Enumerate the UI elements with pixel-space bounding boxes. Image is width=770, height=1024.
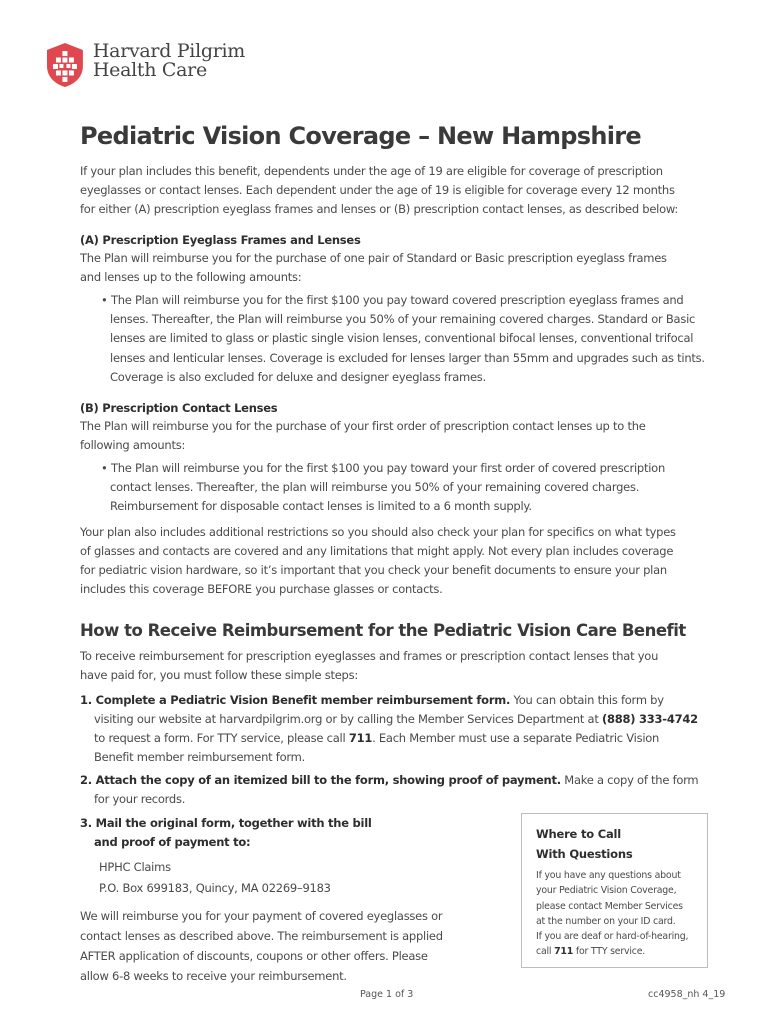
closing-line: contact lenses as described above. The reimbursement is applied	[80, 929, 443, 943]
bullet-line: lenses. Thereafter, the Plan will reimburse you 50% of your remaining covered charges. Standard or Basic	[110, 312, 696, 327]
restrictions-line: for pediatric vision hardware, so it’s important that you check your benefit documents to ensure your plan	[80, 563, 667, 577]
step-1-text: to request a form. For TTY service, please call	[94, 731, 349, 745]
intro-line: If your plan includes this benefit, dependents under the age of 19 are eligible for coverage of prescription	[80, 164, 663, 178]
callout-title: Where to Call	[536, 827, 622, 841]
step-2-text: Make a copy of the form	[560, 773, 699, 787]
harvard-pilgrim-logo	[45, 42, 245, 90]
logo-wordmark	[93, 42, 245, 80]
callout-tty-number: 711	[554, 946, 574, 958]
step-1-line	[80, 691, 700, 710]
step-1-line: Benefit member reimbursement form.	[94, 750, 306, 764]
page-number: Page 1 of 3	[360, 989, 414, 1000]
step-1	[80, 691, 700, 767]
callout-title: With Questions	[536, 847, 633, 861]
section-a-bullet	[101, 291, 711, 387]
step-2-line: for your records.	[94, 792, 186, 806]
restrictions-line: includes this coverage BEFORE you purchase glasses or contacts.	[80, 582, 443, 596]
bullet-line: • The Plan will reimburse you for the first $100 you pay toward your first order of covered prescription	[101, 461, 666, 475]
how-to-intro	[80, 647, 700, 685]
section-a-line: and lenses up to the following amounts:	[80, 270, 302, 284]
intro-line: for either (A) prescription eyeglass frames and lenses or (B) prescription contact lenses, as described below:	[80, 202, 679, 216]
section-a-line: The Plan will reimburse you for the purchase of one pair of Standard or Basic prescription eyeglass frames	[80, 251, 667, 265]
where-to-call-box	[521, 813, 708, 968]
section-b-line: following amounts:	[80, 438, 186, 452]
section-b-text	[80, 417, 700, 455]
closing-paragraph	[80, 906, 460, 986]
callout-line: your Pediatric Vision Coverage,	[536, 885, 677, 897]
bullet-line: Coverage is also excluded for deluxe and designer eyeglass frames.	[110, 369, 486, 384]
callout-line	[536, 944, 707, 959]
section-a-heading: (A) Prescription Eyeglass Frames and Lenses	[80, 233, 361, 247]
tty-number: 711	[348, 731, 373, 745]
bullet-line: Reimbursement for disposable contact lenses is limited to a 6 month supply.	[110, 499, 532, 514]
step-1-line	[80, 710, 700, 729]
address-line: P.O. Box 699183, Quincy, MA 02269–9183	[99, 881, 331, 895]
callout-text: call	[536, 946, 555, 958]
intro-line: eyeglasses or contact lenses. Each dependent under the age of 19 is eligible for coverage every 12 months	[80, 183, 675, 197]
page-title: Pediatric Vision Coverage – New Hampshire	[80, 122, 641, 150]
intro-paragraph	[80, 162, 700, 219]
callout-line: please contact Member Services	[536, 900, 683, 912]
closing-line: AFTER application of discounts, coupons or other offers. Please	[80, 949, 428, 963]
callout-line: If you are deaf or hard-of-hearing,	[536, 931, 689, 943]
bullet-line: contact lenses. Thereafter, the plan will reimburse you 50% of your remaining covered charges.	[110, 480, 640, 495]
callout-line: at the number on your ID card.	[536, 915, 676, 927]
callout-text: for TTY service.	[573, 946, 646, 958]
step-1-title: 1. Complete a Pediatric Vision Benefit member reimbursement form.	[80, 693, 511, 707]
bullet-line: lenses are limited to glass or plastic single vision lenses, conventional bifocal lenses, conventional trifocal	[110, 331, 694, 346]
section-a-text	[80, 249, 700, 287]
restrictions-line: Your plan also includes additional restrictions so you should also check your plan for specifics on what types	[80, 525, 676, 539]
step-1-text: You can obtain this form by	[510, 693, 664, 707]
step-3-line: 3. Mail the original form, together with the bill	[80, 816, 372, 830]
address-line: HPHC Claims	[99, 860, 171, 874]
harvard-pilgrim-shield-icon	[45, 42, 85, 88]
member-services-phone: (888) 333-4742	[602, 712, 698, 726]
restrictions-line: of glasses and contacts are covered and any limitations that might apply. Not every plan includes coverage	[80, 544, 674, 558]
step-1-text: . Each Member must use a separate Pediatric Vision	[372, 731, 660, 745]
callout-body	[536, 868, 707, 960]
step-1-text: visiting our website at harvardpilgrim.org or by calling the Member Services Department at	[94, 712, 603, 726]
section-b-bullet	[101, 459, 711, 517]
step-2-line	[80, 771, 700, 790]
how-to-heading: How to Receive Reimbursement for the Pediatric Vision Care Benefit	[80, 621, 686, 640]
section-b-heading: (B) Prescription Contact Lenses	[80, 401, 278, 415]
document-code: cc4958_nh 4_19	[648, 989, 726, 1000]
callout-line: If you have any questions about	[536, 870, 681, 881]
step-3-line: and proof of payment to:	[94, 835, 251, 849]
how-to-intro-line: have paid for, you must follow these simple steps:	[80, 668, 358, 682]
closing-line: allow 6-8 weeks to receive your reimbursement.	[80, 969, 347, 983]
bullet-line: • The Plan will reimburse you for the first $100 you pay toward covered prescription eyeglass frames and	[101, 293, 684, 307]
logo-line-2: Health Care	[92, 59, 207, 81]
step-1-line	[80, 729, 700, 748]
how-to-intro-line: To receive reimbursement for prescription eyeglasses and frames or prescription contact lenses that you	[80, 649, 659, 663]
step-2	[80, 771, 700, 809]
restrictions-paragraph	[80, 523, 700, 599]
logo-line-1: Harvard Pilgrim	[92, 40, 245, 62]
section-b-line: The Plan will reimburse you for the purchase of your first order of prescription contact lenses up to the	[80, 419, 646, 433]
closing-line: We will reimburse you for your payment of covered eyeglasses or	[80, 909, 443, 923]
step-2-title: 2. Attach the copy of an itemized bill to the form, showing proof of payment.	[80, 773, 561, 787]
bullet-line: lenses and lenticular lenses. Coverage is excluded for lenses larger than 55mm and upgrades such as tints.	[110, 350, 705, 365]
